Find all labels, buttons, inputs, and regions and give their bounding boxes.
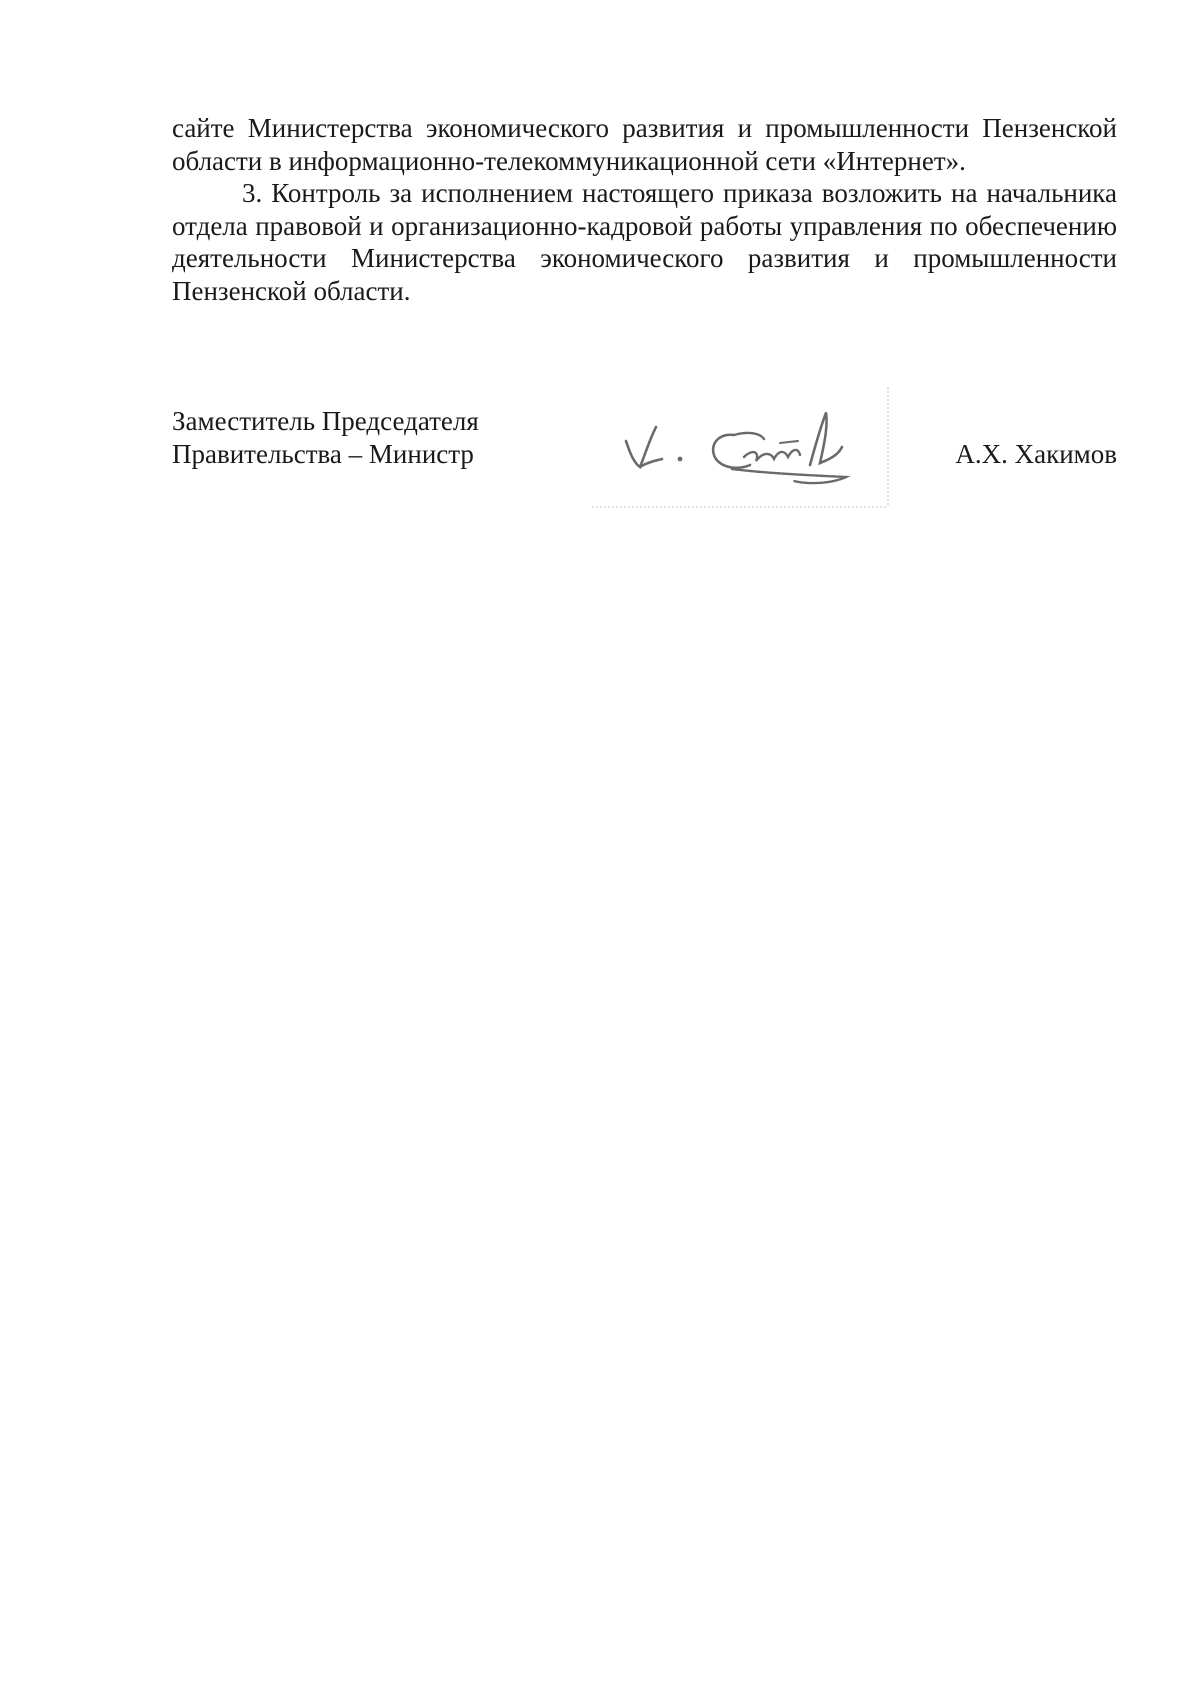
signatory-position — [172, 405, 552, 471]
signatory-position-line-1: Заместитель Председателя — [172, 406, 479, 436]
signatory-position-line-2: Правительства – Министр — [172, 439, 474, 469]
paragraph-item-3: 3. Контроль за исполнением настоящего приказа возложить на начальника отдела правовой и организационно-кадровой работы управления по обеспечению деятельности Министерства экономического развития и промышленности Пензенской области. — [172, 178, 1117, 306]
signatory-name: А.Х. Хакимов — [955, 439, 1117, 469]
handwritten-signature-image — [584, 383, 894, 511]
body-text — [172, 112, 1117, 307]
signature-block — [172, 405, 1117, 515]
paragraph-continuation: сайте Министерства экономического развития и промышленности Пензенской области в информационно-телекоммуникационной сети «Интернет». — [172, 113, 1117, 176]
